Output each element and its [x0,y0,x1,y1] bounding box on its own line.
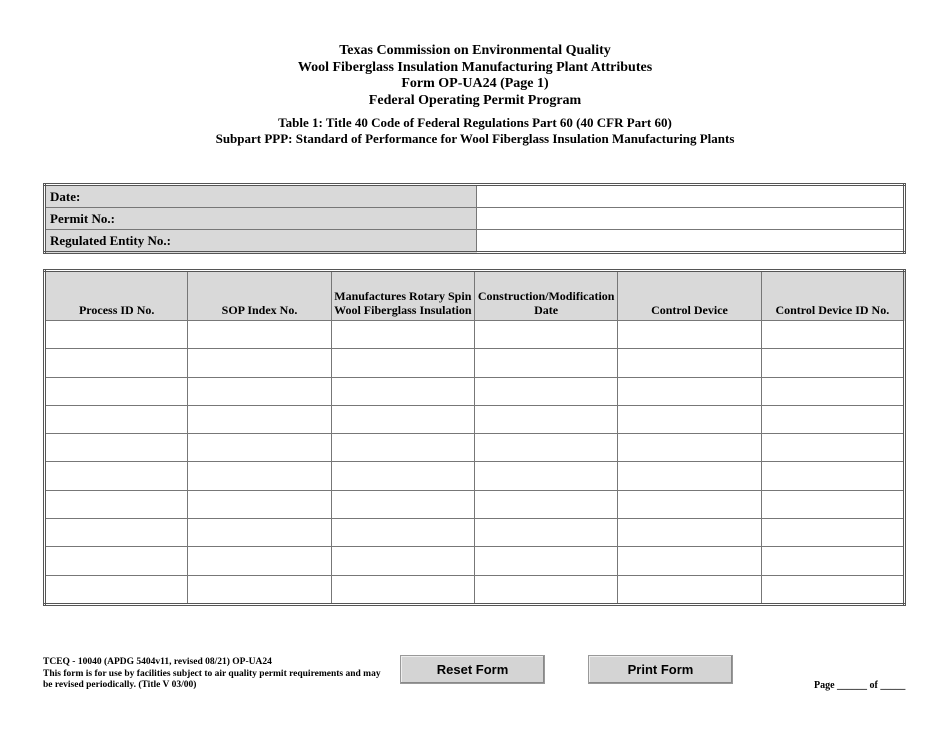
table-cell[interactable] [618,490,761,518]
table-cell[interactable] [761,321,904,349]
table-cell[interactable] [188,519,331,547]
table-cell[interactable] [618,519,761,547]
table-cell[interactable] [45,490,188,518]
table-cell[interactable] [618,434,761,462]
table-cell[interactable] [331,519,474,547]
table-row [45,377,905,405]
table-cell[interactable] [618,405,761,433]
table-cell[interactable] [45,547,188,575]
table-cell[interactable] [331,321,474,349]
table-cell[interactable] [331,575,474,604]
table-cell[interactable] [761,547,904,575]
info-table [43,183,906,254]
date-label: Date: [45,185,477,208]
date-field[interactable] [477,185,905,208]
table-cell[interactable] [188,434,331,462]
column-header: SOP Index No. [188,271,331,321]
table-cell[interactable] [188,462,331,490]
table-cell[interactable] [474,490,617,518]
form-number: Form OP-UA24 (Page 1) [401,76,549,91]
table-cell[interactable] [331,405,474,433]
table-cell[interactable] [618,462,761,490]
permit-field[interactable] [477,208,905,230]
table-cell[interactable] [761,434,904,462]
table-cell[interactable] [474,519,617,547]
table-cell[interactable] [45,405,188,433]
table-cell[interactable] [474,405,617,433]
permit-label: Permit No.: [45,208,477,230]
form-header [0,43,950,146]
table-row [45,434,905,462]
subpart-title: Subpart PPP: Standard of Performance for Wool Fiberglass Insulation Manufacturing Plants [215,130,735,146]
form-title: Wool Fiberglass Insulation Manufacturing Plant Attributes [297,59,653,75]
agency-title: Texas Commission on Environmental Quality [339,43,611,58]
table-cell[interactable] [474,547,617,575]
table-cell[interactable] [618,377,761,405]
form-notice-text: This form is for use by facilities subject to air quality permit requirements and may be revised periodically. (Title V 03/00) [43,668,381,690]
print-form-button[interactable]: Print Form [588,655,733,684]
table-title: Table 1: Title 40 Code of Federal Regulations Part 60 (40 CFR Part 60) [278,115,672,130]
attributes-table [43,269,906,606]
table-cell[interactable] [761,405,904,433]
table-cell[interactable] [45,321,188,349]
table-row [45,575,905,604]
form-footer [43,657,383,692]
column-header: Control Device [618,271,761,321]
table-cell[interactable] [188,405,331,433]
table-row [45,547,905,575]
table-cell[interactable] [331,547,474,575]
column-header: Process ID No. [45,271,188,321]
table-cell[interactable] [45,377,188,405]
table-cell[interactable] [474,575,617,604]
table-cell[interactable] [761,462,904,490]
table-cell[interactable] [474,434,617,462]
table-cell[interactable] [474,349,617,377]
table-cell[interactable] [331,434,474,462]
table-row [45,462,905,490]
form-id-text: TCEQ - 10040 (APDG 5404v11, revised 08/21) OP-UA24 [43,657,272,667]
table-row [45,349,905,377]
reset-form-button[interactable]: Reset Form [400,655,545,684]
table-cell[interactable] [331,377,474,405]
page-number: Page ______ of _____ [814,680,906,691]
table-row [45,321,905,349]
table-cell[interactable] [331,462,474,490]
column-header: Manufactures Rotary Spin Wool Fiberglass Insulation [331,271,474,321]
table-cell[interactable] [45,434,188,462]
table-cell[interactable] [618,547,761,575]
table-cell[interactable] [188,377,331,405]
table-cell[interactable] [188,575,331,604]
table-cell[interactable] [761,349,904,377]
table-cell[interactable] [45,519,188,547]
table-cell[interactable] [188,490,331,518]
entity-label: Regulated Entity No.: [45,230,477,253]
column-header: Construction/Modification Date [474,271,617,321]
table-cell[interactable] [45,349,188,377]
table-row [45,490,905,518]
table-cell[interactable] [761,377,904,405]
entity-field[interactable] [477,230,905,253]
table-row [45,405,905,433]
table-cell[interactable] [45,575,188,604]
table-cell[interactable] [188,321,331,349]
table-cell[interactable] [331,349,474,377]
table-row [45,519,905,547]
column-header: Control Device ID No. [761,271,904,321]
table-cell[interactable] [188,349,331,377]
table-cell[interactable] [618,321,761,349]
program-title: Federal Operating Permit Program [368,92,582,108]
table-cell[interactable] [474,321,617,349]
table-cell[interactable] [331,490,474,518]
table-cell[interactable] [618,575,761,604]
table-cell[interactable] [474,377,617,405]
table-cell[interactable] [188,547,331,575]
table-cell[interactable] [618,349,761,377]
table-cell[interactable] [474,462,617,490]
table-cell[interactable] [761,519,904,547]
table-cell[interactable] [45,462,188,490]
table-cell[interactable] [761,490,904,518]
table-cell[interactable] [761,575,904,604]
